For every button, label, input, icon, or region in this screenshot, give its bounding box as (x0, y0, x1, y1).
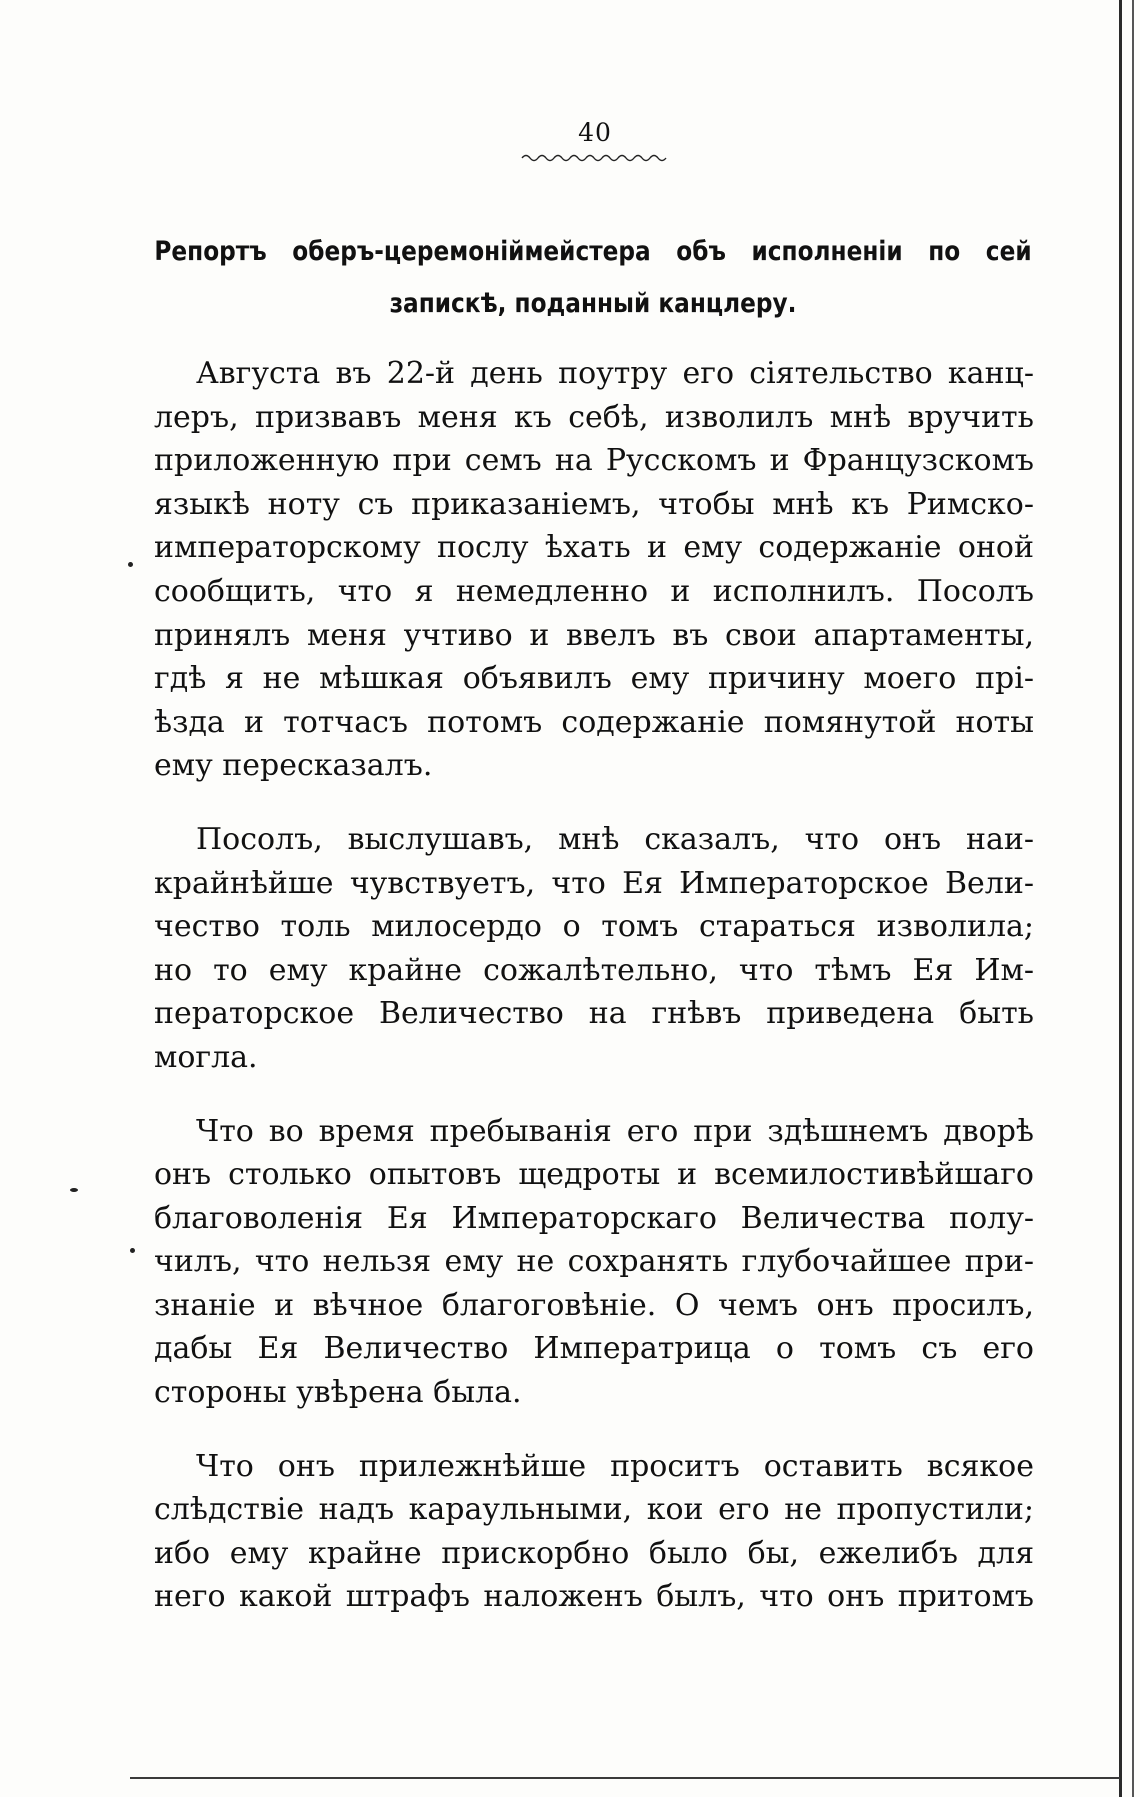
text-line: ѣзда и тотчасъ потомъ содержаніе помянутой ноты (154, 704, 1034, 740)
section-heading (154, 226, 1032, 330)
page-edge-line (1132, 0, 1134, 1797)
text-line: чество толь милосердо о томъ стараться изволила; (154, 909, 1034, 945)
text-line: крайнѣйше чувствуетъ, что Ея Императорское Вели- (154, 865, 1034, 901)
paragraph (154, 1445, 1034, 1619)
text-line: благоволенія Ея Императорскаго Величества полу- (154, 1200, 1034, 1236)
text-line: ему пересказалъ. (154, 748, 433, 784)
page-edge-shadow (1119, 0, 1122, 1797)
text-line: языкѣ ноту съ приказаніемъ, чтобы мнѣ къ Римско- (154, 486, 1034, 522)
body-text (154, 352, 1034, 1649)
text-line: Что онъ прилежнѣйше проситъ оставить всякое (196, 1448, 1034, 1484)
text-line: чилъ, что нельзя ему не сохранять глубочайшее при- (154, 1244, 1034, 1280)
text-line: знаніе и вѣчное благоговѣніе. О чемъ онъ просилъ, (154, 1287, 1034, 1323)
text-line: онъ столько опытовъ щедроты и всемилостивѣйшаго (154, 1157, 1034, 1193)
text-line: сообщить, что я немедленно и исполнилъ. Посолъ (154, 573, 1034, 609)
text-line: приложенную при семъ на Русскомъ и Французскомъ (154, 443, 1034, 479)
ink-speck (70, 1188, 78, 1192)
text-line: Посолъ, выслушавъ, мнѣ сказалъ, что онъ наи- (196, 821, 1034, 857)
paragraph (154, 352, 1034, 788)
heading-line: запискѣ, поданный канцлеру. (389, 288, 797, 319)
text-line: слѣдствіе надъ караульными, кои его не пропустили; (154, 1492, 1034, 1528)
ink-speck (128, 562, 133, 567)
page-number: 40 (578, 118, 612, 147)
text-line: Что во время пребыванія его при здѣшнемъ дворѣ (196, 1113, 1034, 1149)
text-line: дабы Ея Величество Императрица о томъ съ его (154, 1331, 1034, 1367)
text-line: ибо ему крайне прискорбно было бы, ежелибъ для (154, 1535, 1034, 1571)
wavy-rule-ornament (520, 152, 670, 164)
text-line: императорскому послу ѣхать и ему содержаніе оной (154, 530, 1034, 566)
text-line: Августа въ 22-й день поутру его сіятельство канц- (196, 356, 1034, 391)
paragraph (154, 818, 1034, 1080)
bottom-edge-line (130, 1777, 1120, 1779)
text-line: леръ, призвавъ меня къ себѣ, изволилъ мнѣ вручить (154, 399, 1034, 435)
text-line: но то ему крайне сожалѣтельно, что тѣмъ Ея Им- (154, 952, 1034, 988)
paragraph (154, 1110, 1034, 1415)
text-line: него какой штрафъ наложенъ былъ, что онъ притомъ (154, 1579, 1034, 1615)
heading-line: Репортъ оберъ-церемоніймейстера объ исполненіи по сей (154, 236, 1032, 267)
text-line: гдѣ я не мѣшкая объявилъ ему причину моего прі- (154, 661, 1034, 697)
text-line: принялъ меня учтиво и ввелъ въ свои апартаменты, (154, 617, 1034, 653)
text-line: могла. (154, 1039, 258, 1075)
ink-speck (130, 1248, 135, 1253)
text-line: стороны увѣрена была. (154, 1375, 522, 1411)
text-line: ператорское Величество на гнѣвъ приведена быть (154, 996, 1034, 1032)
